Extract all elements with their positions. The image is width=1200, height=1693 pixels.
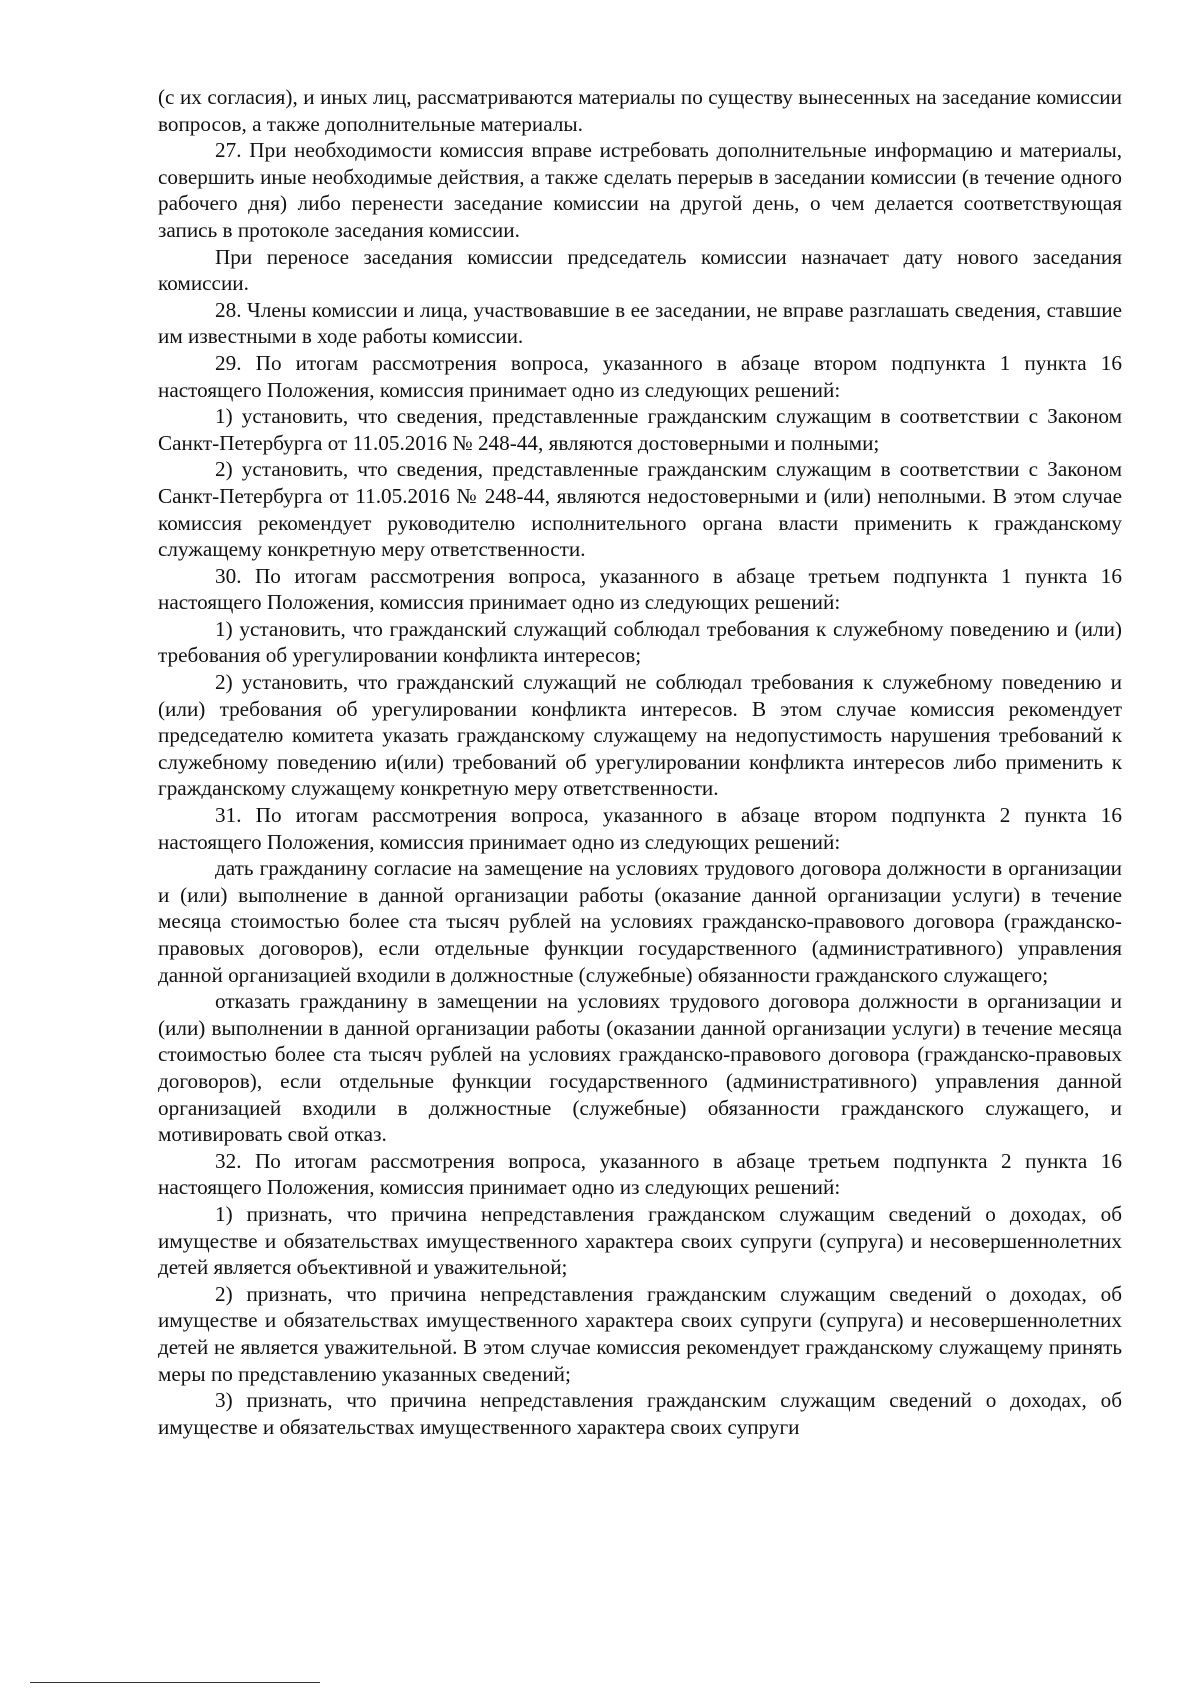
paragraph-30: 30. По итогам рассмотрения вопроса, указанного в абзаце третьем подпункта 1 пункта 16 настоящего Положения, комиссия принимает одно из следующих решений:: [158, 563, 1122, 615]
paragraph-27-postponement: При переносе заседания комиссии председатель комиссии назначает дату нового заседания комиссии.: [158, 244, 1122, 296]
paragraph-31-refusal: отказать гражданину в замещении на условиях трудового договора должности в организации и (или) выполнении в данной организации работы (оказании данной организации услуги) в течение месяца стоимостью более ста тысяч рублей на условиях гражданско-правового договора (гражданско-правовых договоров), если отдельные функции государственного (административного) управления данной организацией входили в должностные (служебные) обязанности гражданского служащего, и мотивировать свой отказ.: [158, 989, 1122, 1147]
paragraph-continuation: (с их согласия), и иных лиц, рассматриваются материалы по существу вынесенных на заседание комиссии вопросов, а также дополнительные материалы.: [158, 85, 1122, 136]
paragraph-31: 31. По итогам рассмотрения вопроса, указанного в абзаце втором подпункта 2 пункта 16 настоящего Положения, комиссия принимает одно из следующих решений:: [158, 803, 1122, 854]
paragraph-32-item-3: 3) признать, что причина непредставления гражданским служащим сведений о доходах, об имуществе и обязательствах имущественного характера своих супруги: [158, 1388, 1122, 1439]
paragraph-28: 28. Члены комиссии и лица, участвовавшие в ее заседании, не вправе разглашать сведения, ставшие им известными в ходе работы комиссии.: [158, 297, 1122, 349]
paragraph-31-consent: дать гражданину согласие на замещение на условиях трудового договора должности в организации и (или) выполнение в данной организации работы (оказание данной организации услуги) в течение месяца стоимостью более ста тысяч рублей на условиях гражданско-правового договора (гражданско-правовых договоров), если отдельные функции государственного (административного) управления данной организацией входили в должностные (служебные) обязанности гражданского служащего;: [158, 856, 1122, 987]
paragraph-29-item-2: 2) установить, что сведения, представленные гражданским служащим в соответствии с Законом Санкт-Петербурга от 11.05.2016 № 248-44, являются недостоверными и (или) неполными. В этом случае комиссия рекомендует руководителю исполнительного органа власти применить к гражданскому служащему конкретную меру ответственности.: [158, 457, 1122, 562]
paragraph-32-item-1: 1) признать, что причина непредставления гражданском служащим сведений о доходах, об имуществе и обязательствах имущественного характера своих супруги (супруга) и несовершеннолетних детей является объективной и уважительной;: [158, 1201, 1122, 1280]
paragraph-29-item-1: 1) установить, что сведения, представленные гражданским служащим в соответствии с Законом Санкт-Петербурга от 11.05.2016 № 248-44, являются достоверными и полными;: [158, 404, 1122, 455]
footnote-divider: [30, 1682, 320, 1683]
paragraph-30-item-1: 1) установить, что гражданский служащий соблюдал требования к служебному поведению и (или) требования об урегулировании конфликта интересов;: [158, 616, 1122, 668]
paragraph-32: 32. По итогам рассмотрения вопроса, указанного в абзаце третьем подпункта 2 пункта 16 настоящего Положения, комиссия принимает одно из следующих решений:: [158, 1148, 1122, 1200]
paragraph-29: 29. По итогам рассмотрения вопроса, указанного в абзаце втором подпункта 1 пункта 16 настоящего Положения, комиссия принимает одно из следующих решений:: [158, 350, 1122, 402]
paragraph-32-item-2: 2) признать, что причина непредставления гражданским служащим сведений о доходах, об имуществе и обязательствах имущественного характера своих супруги (супруга) и несовершеннолетних детей не является уважительной. В этом случае комиссия рекомендует гражданскому служащему принять меры по представлению указанных сведений;: [158, 1281, 1122, 1386]
paragraph-30-item-2: 2) установить, что гражданский служащий не соблюдал требования к служебному поведению и (или) требования об урегулировании конфликта интересов. В этом случае комиссия рекомендует председателю комитета указать гражданскому служащему на недопустимость нарушения требований к служебному поведению и(или) требований об урегулировании конфликта интересов либо применить к гражданскому служащему конкретную меру ответственности.: [158, 670, 1122, 801]
document-body: [158, 84, 1122, 1440]
paragraph-27: 27. При необходимости комиссия вправе истребовать дополнительные информацию и материалы, совершить иные необходимые действия, а также сделать перерыв в заседании комиссии (в течение одного рабочего дня) либо перенести заседание комиссии на другой день, о чем делается соответствующая запись в протоколе заседания комиссии.: [158, 138, 1122, 242]
